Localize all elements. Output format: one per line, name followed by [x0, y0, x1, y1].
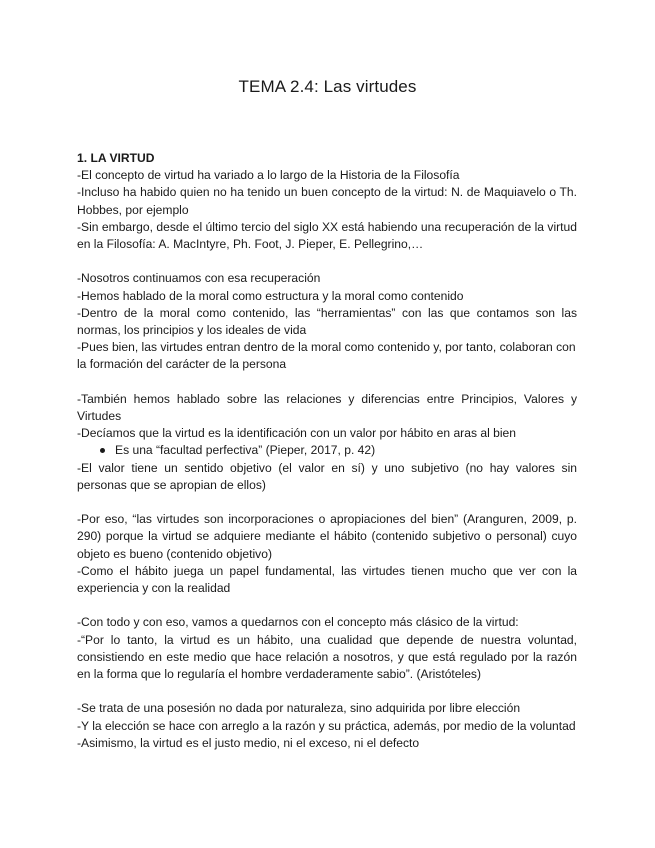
paragraph: -Dentro de la moral como contenido, las “herramientas” con las que contamos son las normas, los principios y los ideales de vida [77, 305, 577, 338]
section-heading: 1. LA VIRTUD [77, 151, 155, 165]
document-body [77, 150, 577, 752]
paragraph: -También hemos hablado sobre las relaciones y diferencias entre Principios, Valores y Virtudes [77, 391, 577, 424]
paragraph: -Sin embargo, desde el último tercio del siglo XX está habiendo una recuperación de la virtud en la Filosofía: A. MacIntyre, Ph. Foot, J. Pieper, E. Pellegrino,… [77, 219, 577, 252]
paragraph-spacer [77, 494, 577, 511]
paragraph: -El valor tiene un sentido objetivo (el valor en sí) y uno subjetivo (no hay valores sin personas que se apropian de ellos) [77, 460, 577, 492]
bullet-item: Es una “facultad perfectiva” (Pieper, 2017, p. 42) [77, 442, 577, 459]
paragraph-spacer [77, 374, 577, 391]
paragraph: -Con todo y con eso, vamos a quedarnos con el concepto más clásico de la virtud: [77, 615, 519, 630]
paragraph-spacer [77, 253, 577, 270]
paragraph: -Nosotros continuamos con esa recuperación [77, 271, 321, 286]
paragraph: -Decíamos que la virtud es la identificación con un valor por hábito en aras al bien [77, 426, 516, 441]
paragraph: -El concepto de virtud ha variado a lo largo de la Historia de la Filosofía [77, 168, 460, 183]
paragraph: -Hemos hablado de la moral como estructura y la moral como contenido [77, 288, 464, 303]
paragraph: -Se trata de una posesión no dada por naturaleza, sino adquirida por libre elección [77, 701, 521, 716]
page-title: TEMA 2.4: Las virtudes [238, 77, 417, 96]
paragraph: -Por eso, “las virtudes son incorporaciones o apropiaciones del bien” (Aranguren, 2009, p. 290) porque la virtud se adquiere mediante el hábito (contenido subjetivo o personal) cuyo objeto es bueno (contenido objetivo) [77, 512, 577, 561]
paragraph: -Incluso ha habido quien no ha tenido un buen concepto de la virtud: N. de Maquiavelo o Th. Hobbes, por ejemplo [77, 185, 577, 217]
quote-paragraph: -“Por lo tanto, la virtud es un hábito, una cualidad que depende de nuestra voluntad, consistiendo en este medio que hace relación a nosotros, y que está regulado por la razón en la forma que lo regularía el hombre verdaderamente sabio”. (Aristóteles) [77, 632, 577, 682]
paragraph: -Como el hábito juega un papel fundamental, las virtudes tienen mucho que ver con la experiencia y con la realidad [77, 563, 577, 596]
paragraph: -Pues bien, las virtudes entran dentro de la moral como contenido y, por tanto, colaboran con la formación del carácter de la persona [77, 340, 576, 372]
paragraph: -Y la elección se hace con arreglo a la razón y su práctica, además, por medio de la voluntad [77, 718, 576, 733]
paragraph-spacer [77, 597, 577, 614]
paragraph-spacer [77, 683, 577, 700]
paragraph: -Asimismo, la virtud es el justo medio, ni el exceso, ni el defecto [77, 735, 420, 750]
